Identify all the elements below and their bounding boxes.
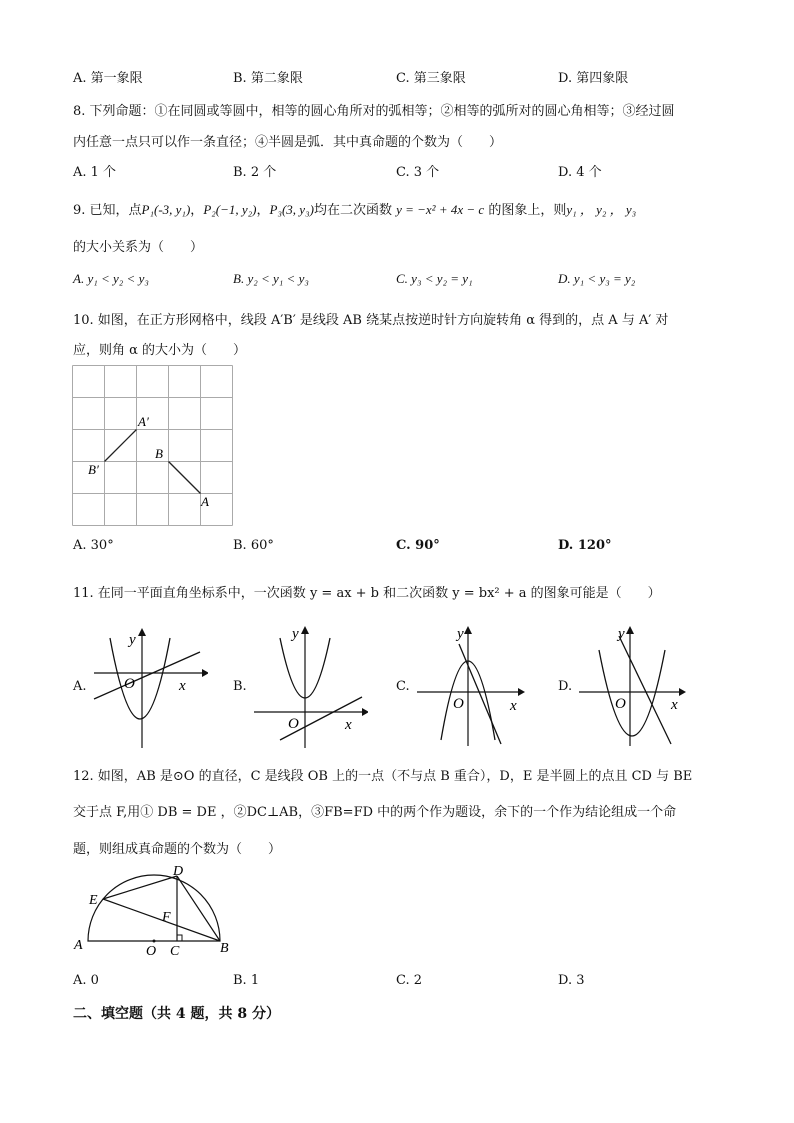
q12-semicircle-figure xyxy=(70,864,240,960)
q12-stem-line2: 交于点 F,用① DB = DE ，②DC⊥AB，③FB=FD 中的两个作为题设，余下的一个作为结论组成一个命 xyxy=(73,805,677,820)
q8-option-d: D. 4 个 xyxy=(558,165,602,180)
q12-option-b: B. 1 xyxy=(233,973,260,988)
q10-option-a: A. 30° xyxy=(73,538,114,553)
segment-de xyxy=(103,876,177,899)
q10-stem-line2: 应，则角 α 的大小为（ ） xyxy=(73,343,247,358)
q9-stem-line1 xyxy=(73,199,636,218)
graph-a-origin-label: O xyxy=(124,676,135,692)
q11-stem-line1: 11. 在同一平面直角坐标系中，一次函数 y = ax + b 和二次函数 y = bx² + a 的图象可能是（ ） xyxy=(73,586,661,601)
label-a-prime: A′ xyxy=(138,414,149,429)
graph-b-y-label: y xyxy=(292,626,299,642)
q8-option-a: A. 1 个 xyxy=(73,165,117,180)
label-f: F xyxy=(162,910,171,925)
q9-option-d: D. y₁ < y₃ = y₂ xyxy=(558,271,636,286)
q12-stem-line1: 12. 如图，AB 是⊙O 的直径，C 是线段 OB 上的一点（不与点 B 重合），D，E 是半圆上的点且 CD 与 BE xyxy=(73,769,693,784)
q9-suffix: 的图象上，则 xyxy=(488,203,567,218)
q9-option-c: C. y₃ < y₂ = y₁ xyxy=(396,271,473,286)
q9-sep-2: ， xyxy=(256,203,270,218)
q9-function: y = −x² + 4x − c xyxy=(396,202,485,217)
segment-ab xyxy=(169,462,201,494)
q9-vars: y₁ ， y₂ ， y₃ xyxy=(566,202,637,217)
q11-graph-a xyxy=(90,622,208,750)
q9-stem-line2: 的大小关系为（ ） xyxy=(73,240,204,255)
graph-b-x-label: x xyxy=(345,717,352,733)
q10-option-c: C. 90° xyxy=(396,538,440,553)
q9-sep-1: ， xyxy=(190,203,204,218)
label-b: B xyxy=(220,941,229,956)
q9-option-a: A. y₁ < y₂ < y₃ xyxy=(73,271,149,286)
graph-c-y-label: y xyxy=(457,626,464,642)
label-d: D xyxy=(173,864,184,879)
q11-graph-b-label: B. xyxy=(233,679,247,694)
q9-point-p1: P₁(-3, y₁) xyxy=(141,202,191,217)
q12-option-c: C. 2 xyxy=(396,973,423,988)
graph-d-x-label: x xyxy=(671,697,678,713)
graph-c-x-label: x xyxy=(510,698,517,714)
right-angle-mark xyxy=(177,935,182,941)
q12-option-a: A. 0 xyxy=(73,973,99,988)
q11-graph-a-label: A. xyxy=(73,679,87,694)
q7-option-b: B. 第二象限 xyxy=(233,71,303,86)
q12-stem-line3: 题，则组成真命题的个数为（ ） xyxy=(73,842,282,857)
graph-d-y-label: y xyxy=(618,626,625,642)
graph-a-x-label: x xyxy=(179,678,186,694)
q9-prefix: 9. 已知，点 xyxy=(73,203,142,218)
q8-stem-line1: 8. 下列命题：①在同圆或等圆中，相等的圆心角所对的弧相等；②相等的弧所对的圆心角相等；③经过圆 xyxy=(73,104,675,119)
q8-option-c: C. 3 个 xyxy=(396,165,440,180)
q11-graph-d-label: D. xyxy=(558,679,573,694)
segment-db xyxy=(177,876,220,941)
label-e: E xyxy=(89,893,98,908)
label-b: B xyxy=(155,446,163,461)
q10-stem-line1: 10. 如图，在正方形网格中，线段 A′B′ 是线段 AB 绕某点按逆时针方向旋转角 α 得到的，点 A 与 A′ 对 xyxy=(73,313,669,328)
q11-graph-c xyxy=(413,622,531,750)
q9-point-p2: P₂(−1, y₂) xyxy=(203,202,257,217)
q10-grid-figure xyxy=(72,365,234,527)
graph-a-y-label: y xyxy=(129,632,136,648)
section-fill-in-heading: 二、填空题（共 4 题，共 8 分） xyxy=(73,1006,280,1022)
semicircle xyxy=(88,875,220,941)
center-point xyxy=(153,940,156,943)
graph-b-origin-label: O xyxy=(288,716,299,732)
label-o: O xyxy=(146,944,157,959)
q8-option-b: B. 2 个 xyxy=(233,165,277,180)
graph-d-origin-label: O xyxy=(615,696,626,712)
label-a: A xyxy=(74,938,83,953)
label-a: A xyxy=(201,494,209,509)
q10-option-d: D. 120° xyxy=(558,538,612,553)
q7-option-a: A. 第一象限 xyxy=(73,71,143,86)
graph-c-origin-label: O xyxy=(453,696,464,712)
q10-option-b: B. 60° xyxy=(233,538,274,553)
label-c: C xyxy=(170,944,180,959)
q9-mid: 均在二次函数 xyxy=(313,203,392,218)
q9-option-b: B. y₂ < y₁ < y₃ xyxy=(233,271,309,286)
q7-option-d: D. 第四象限 xyxy=(558,71,629,86)
segment-a1b1 xyxy=(105,430,137,462)
q9-point-p3: P₃(3, y₃) xyxy=(269,202,314,217)
q8-stem-line2: 内任意一点只可以作一条直径；④半圆是弧．其中真命题的个数为（ ） xyxy=(73,135,503,150)
label-b-prime: B′ xyxy=(88,462,99,477)
q12-option-d: D. 3 xyxy=(558,973,585,988)
q11-graph-c-label: C. xyxy=(396,679,410,694)
q7-option-c: C. 第三象限 xyxy=(396,71,466,86)
q11-graph-b xyxy=(250,622,368,750)
q11-graph-d xyxy=(575,622,693,750)
